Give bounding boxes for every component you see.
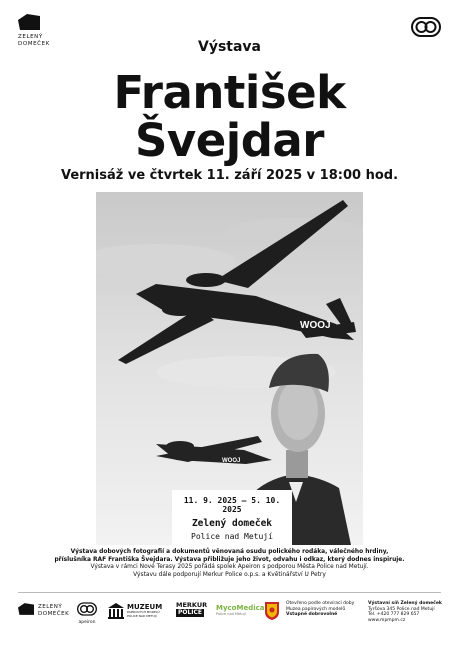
notice-line3: Vstupné dobrovolné — [286, 612, 338, 617]
footer-divider — [18, 592, 441, 593]
description-line1: Výstava dobových fotografií a dokumentů věnovaná osudu polického rodáka, válečného hrdiny, — [70, 549, 389, 555]
merkur-title: MERKUR — [176, 601, 208, 609]
exhibition-town: Police nad Metují — [191, 532, 273, 541]
exhibition-venue: Zelený domeček — [191, 518, 273, 529]
notice-line1: Otevřeno podle otevírací doby — [286, 601, 355, 606]
footer-logo1-line1: ZELENÝ — [38, 604, 63, 610]
footer-apeiron-logo — [76, 601, 98, 626]
description-line3: Výstava v rámci Nové Terasy 2025 pořádá spolek Apeiron s podporou Města Police nad Metují. — [90, 564, 369, 571]
title-last-name: Švejdar — [135, 114, 324, 167]
mycomedica-sub: Police nad Metují — [216, 612, 246, 616]
description-line4: Výstavu dále podporují Merkur Police o.p.s. a Květinářství U Petry — [133, 571, 326, 578]
contact-website[interactable]: www.mpmpm.cz — [368, 617, 406, 623]
museum-sub2: POLICE NAD METUJÍ — [127, 613, 157, 618]
merkur-sub: POLICE — [177, 609, 203, 616]
footer-house-icon — [18, 603, 34, 615]
opening-notice — [286, 601, 366, 618]
museum-building-icon — [108, 603, 124, 619]
exhibition-description — [0, 549, 459, 579]
contact-phone: Tel. +420 777 829 657 — [368, 612, 420, 617]
title-first-name: František — [113, 66, 346, 119]
museum-sub1: PAPÍROVÝCH MODELŮ — [127, 610, 160, 614]
contact-address: Tyršova 345 Police nad Metují — [368, 606, 435, 612]
footer-logo1-line2: DOMEČEK — [38, 611, 70, 617]
mycomedica-name: MycoMedica — [216, 604, 265, 612]
house-logo-icon — [18, 14, 40, 30]
exhibition-info-box — [172, 490, 292, 545]
footer-mycomedica-logo — [216, 604, 265, 618]
footer-merkur-logo — [176, 601, 206, 617]
museum-title: MUZEUM — [127, 603, 163, 611]
footer-apeiron-ring-icon — [77, 602, 97, 616]
logo-line1: ZELENÝ — [18, 34, 43, 40]
vernissage-date: Vernisáž ve čtvrtek 11. září 2025 v 18:00 hod. — [60, 168, 399, 183]
notice-line2: Muzea papírových modelů — [286, 606, 346, 612]
contact-title: Výstavní síň Zelený domeček — [368, 601, 442, 606]
small-plane-code: WOOJ — [222, 458, 241, 464]
footer-apeiron-label: apeiron — [78, 620, 96, 625]
logo-line2: DOMEČEK — [18, 41, 50, 47]
description-line2: příslušníka RAF Františka Švejdara. Výstava přibližuje jeho život, odvahu i odkaz, který dodnes inspiruje. — [54, 556, 405, 563]
large-plane-code: WOOJ — [300, 320, 331, 331]
contact-block — [368, 601, 444, 623]
exhibition-kicker: Výstava — [197, 39, 261, 55]
police-crest-icon — [264, 601, 280, 621]
apeiron-ring-icon — [411, 17, 441, 37]
exhibition-dates: 11. 9. 2025 – 5. 10. 2025 — [183, 496, 281, 514]
